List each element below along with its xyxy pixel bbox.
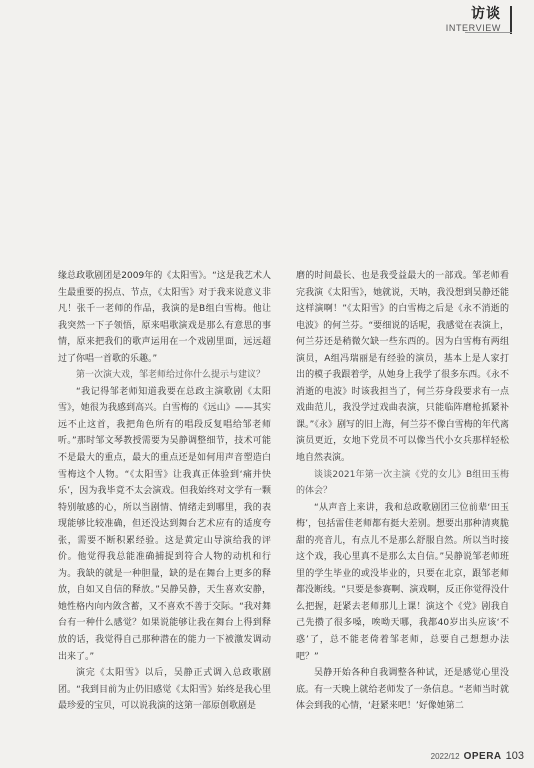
body-paragraph: “从声音上来讲，我和总政歌剧团三位前辈‘田玉梅’，包括雷佳老师都有挺大差别。想要出那种清爽脆甜的亮音儿，有点儿不是那么舒服自然。所以当时接这个戏，我心里真不是那么太自信。”吴静说邹老师班里的学生毕业的或没毕业的，只要在北京，跟邹老师都没断线。“只要是参赛啊、演戏啊，反正你觉得没什么把握，赶紧去老师那儿上课！演这个《党》剧我自己先攒了很多嗓，唉呦天哪，我都40岁出头应该‘不惑’了，总不能老倚着邹老师，总要自己想想办法吧？” <box>296 502 509 662</box>
left-text-column <box>58 268 271 715</box>
body-paragraph: 演完《太阳雪》以后，吴静正式调入总政歌剧团。“我到目前为止仍旧感觉《太阳雪》始终是我心里最珍爱的宝贝，可以说我演的这第一部原创歌剧是 <box>58 668 271 712</box>
body-paragraph: 吴静开始各种自我调整各种试，还是感觉心里没底。有一天晚上就给老师发了一条信息。“老师当时就体会到我的心情，‘赶紧来吧！’好像她第二 <box>296 668 509 712</box>
page-footer <box>431 750 524 762</box>
section-title: 访谈 <box>471 6 501 22</box>
right-text-column <box>296 268 509 715</box>
header-divider <box>465 32 512 33</box>
interview-question: 第一次演大戏，邹老师给过你什么提示与建议？ <box>76 370 266 381</box>
section-header <box>446 6 512 34</box>
section-subtitle: INTERVIEW <box>445 23 501 33</box>
page-number: 103 <box>505 750 524 762</box>
body-paragraph: “我记得邹老师知道我要在总政主演歌剧《太阳雪》，她很为我感到高兴。白雪梅的《远山》——其实远不止这首，我把角色所有的唱段反复唱给邹老师听。”那时邹文琴教授需要为吴静调整细节，技术可能不是最大的重点，最大的重点还是如何用声音塑造白雪梅这个人物。“《太阳雪》让我真正体验到‘痛并快乐’，因为我毕竟不太会演戏。但我始终对文学有一颗特别敏感的心，所以当剧情、情绪走到哪里，我的表现能够比较准确，但还没达到舞台艺术应有的适度夸张，需要不断积累经验。这是黄定山导演给我的评价。他觉得我总能准确捕捉到符合人物的动机和行为。我缺的就是一种胆量，缺的是在舞台上更多的释放，自如又自信的释放。”吴静吴静，天生喜欢安静，她性格内向内敛含蓄，又不喜欢不善于交际。“我对舞台有一种什么感觉？如果说能够让我在舞台上得到释放的话，我觉得自己那种潜在的能力一下被激发调动出来了。” <box>58 386 271 662</box>
magazine-name: OPERA <box>463 751 502 762</box>
body-paragraph: 磨的时间最长、也是我受益最大的一部戏。邹老师看完我演《太阳雪》，她就说，天呐，我没想到吴静还能这样演啊！”《太阳雪》的白雪梅之后是《永不消逝的电波》的何兰芬。“要细说的话呢，我感觉在表演上，何兰芬还是稍微欠缺一些东西的。因为白雪梅有两组演员，A组冯瑞丽是有经验的演员，基本上是人家打出的模子我跟着学，从她身上我学了很多东西。《永不消逝的电波》时该我担当了，何兰芬身段要求有一点戏曲范儿，我没学过戏曲表演，只能临阵磨枪抓紧补课。”《永》剧写的旧上海，何兰芬不像白雪梅的年代离演员更近，女地下党员不可以像当代小女兵那样轻松地自然表演。 <box>296 271 509 464</box>
issue-date: 2022/12 <box>430 752 460 761</box>
interview-question: 谈谈2021年第一次主演《党的女儿》B组田玉梅的体会？ <box>296 469 509 497</box>
body-paragraph: 缘总政歌剧团是2009年的《太阳雪》。“这是我艺术人生最重要的拐点、节点，《太阳雪》对于我来说意义非凡！张千一老师的作品，我演的是B组白雪梅。他让我突然一下子领悟，原来唱歌演戏是那么有意思的事情，原来把我们的歌声运用在一个戏剧里面，远远超过了你唱一首歌的乐趣。” <box>58 271 271 364</box>
